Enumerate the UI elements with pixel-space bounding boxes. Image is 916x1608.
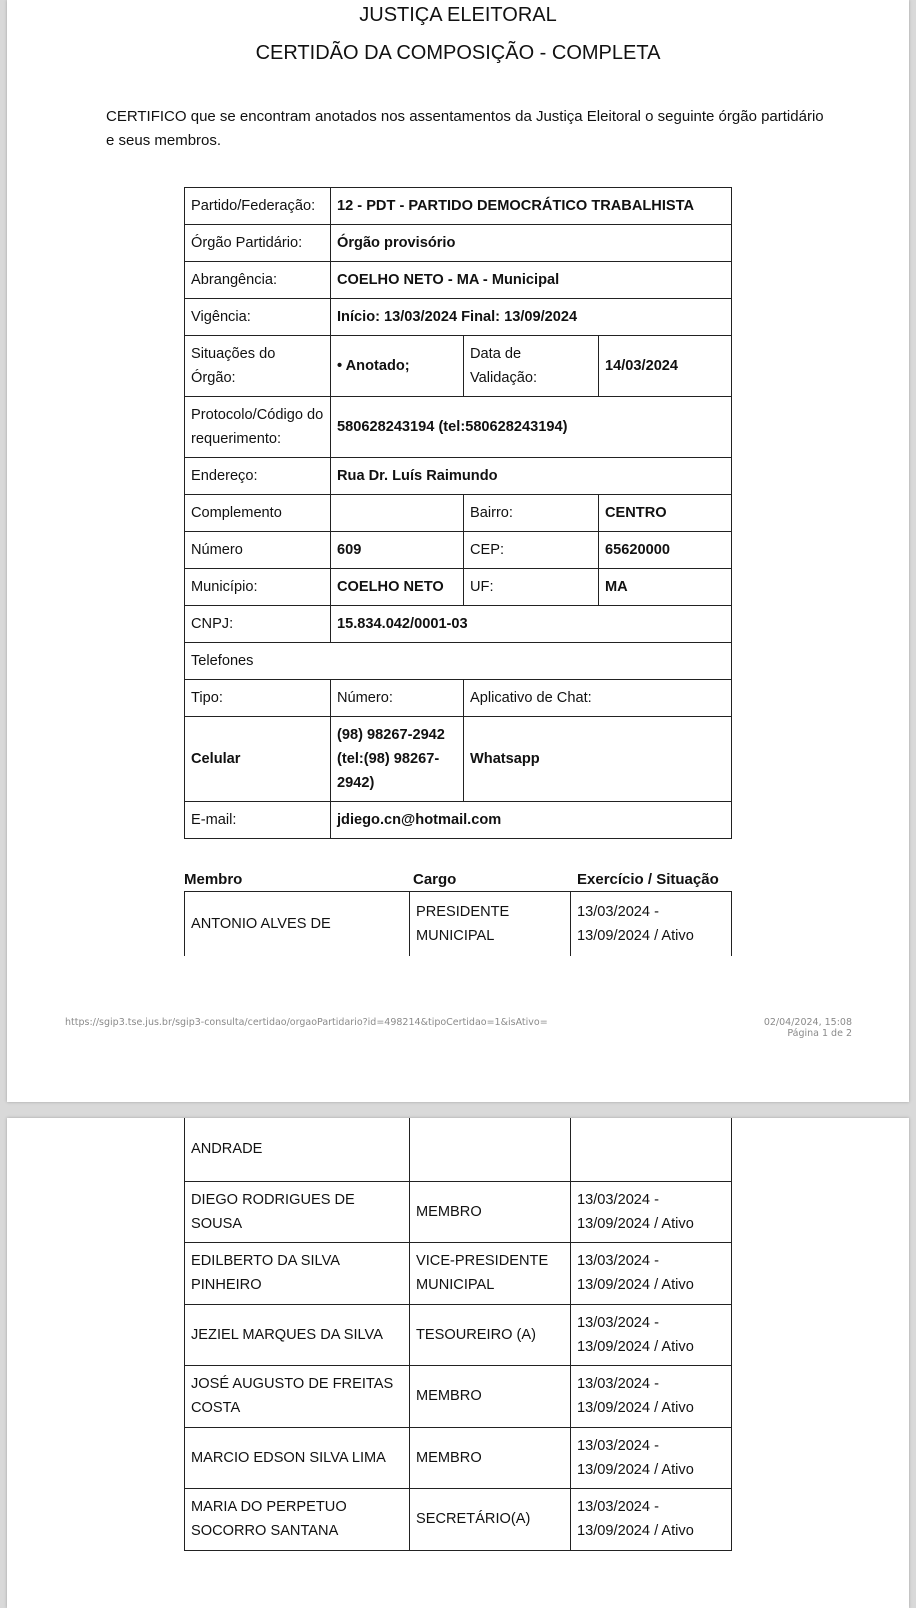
table-row	[185, 892, 732, 956]
member-exercicio: 13/03/2024 - 13/09/2024 / Ativo	[571, 1365, 732, 1427]
member-name: DIEGO RODRIGUES DE SOUSA	[185, 1181, 410, 1242]
member-exercicio: 13/03/2024 - 13/09/2024 / Ativo	[571, 1427, 732, 1488]
municipio-value: COELHO NETO	[331, 569, 464, 606]
cnpj-label: CNPJ:	[185, 606, 331, 643]
table-row	[185, 802, 732, 839]
member-cargo: VICE-PRESIDENTE MUNICIPAL	[410, 1242, 571, 1304]
table-row	[185, 1304, 732, 1365]
protocolo-label: Protocolo/Código do requerimento:	[185, 397, 331, 458]
member-cargo	[410, 1118, 571, 1181]
document-title: JUSTIÇA ELEITORAL	[359, 4, 557, 26]
numero-value: 609	[331, 532, 464, 569]
member-name: JOSÉ AUGUSTO DE FREITAS COSTA	[185, 1365, 410, 1427]
email-value: jdiego.cn@hotmail.com	[331, 802, 732, 839]
table-row	[185, 225, 732, 262]
footer-page: Página 1 de 2	[787, 1028, 852, 1039]
data-validacao-label: Data de Validação:	[464, 336, 599, 397]
member-cargo: MEMBRO	[410, 1181, 571, 1242]
numero-label: Número	[185, 532, 331, 569]
numero-tel-label: Número:	[331, 680, 464, 717]
member-cargo: TESOUREIRO (A)	[410, 1304, 571, 1365]
bairro-label: Bairro:	[464, 495, 599, 532]
orgao-value: Órgão provisório	[331, 225, 732, 262]
member-name: ANTONIO ALVES DE	[185, 892, 410, 956]
member-name: ANDRADE	[185, 1118, 410, 1181]
data-validacao-value: 14/03/2024	[599, 336, 732, 397]
table-row	[185, 606, 732, 643]
document-page-2	[7, 1118, 909, 1608]
table-row	[185, 1118, 732, 1181]
member-exercicio: 13/03/2024 - 13/09/2024 / Ativo	[571, 1304, 732, 1365]
tipo-label: Tipo:	[185, 680, 331, 717]
table-row	[185, 495, 732, 532]
table-row	[185, 1365, 732, 1427]
protocolo-value: 580628243194 (tel:580628243194)	[331, 397, 732, 458]
endereco-value: Rua Dr. Luís Raimundo	[331, 458, 732, 495]
aplicativo-label: Aplicativo de Chat:	[464, 680, 732, 717]
vigencia-label: Vigência:	[185, 299, 331, 336]
party-info-table	[184, 187, 732, 839]
table-row	[185, 1242, 732, 1304]
uf-label: UF:	[464, 569, 599, 606]
table-row	[185, 643, 732, 680]
member-exercicio: 13/03/2024 - 13/09/2024 / Ativo	[571, 1242, 732, 1304]
footer-datetime: 02/04/2024, 15:08	[763, 1017, 852, 1028]
member-exercicio: 13/03/2024 - 13/09/2024 / Ativo	[571, 1181, 732, 1242]
table-row	[185, 397, 732, 458]
abrangencia-label: Abrangência:	[185, 262, 331, 299]
member-cargo: SECRETÁRIO(A)	[410, 1488, 571, 1550]
email-label: E-mail:	[185, 802, 331, 839]
telefones-label: Telefones	[185, 643, 732, 680]
table-row	[185, 336, 732, 397]
abrangencia-value: COELHO NETO - MA - Municipal	[331, 262, 732, 299]
membro-header: Membro	[184, 871, 243, 888]
member-exercicio: 13/03/2024 - 13/09/2024 / Ativo	[571, 1488, 732, 1550]
table-row	[185, 680, 732, 717]
certifico-paragraph: CERTIFICO que se encontram anotados nos assentamentos da Justiça Eleitoral o seguinte órgão partidário e seus membros.	[106, 108, 824, 149]
cep-value: 65620000	[599, 532, 732, 569]
table-row	[185, 1427, 732, 1488]
member-cargo: MEMBRO	[410, 1427, 571, 1488]
member-exercicio: 13/03/2024 - 13/09/2024 / Ativo	[571, 892, 732, 956]
exercicio-header: Exercício / Situação	[577, 871, 719, 888]
table-row	[185, 1488, 732, 1550]
orgao-label: Órgão Partidário:	[185, 225, 331, 262]
member-cargo: PRESIDENTE MUNICIPAL	[410, 892, 571, 956]
endereco-label: Endereço:	[185, 458, 331, 495]
table-row	[185, 262, 732, 299]
members-table-page2	[184, 1118, 732, 1551]
table-row	[185, 1181, 732, 1242]
vigencia-value: Início: 13/03/2024 Final: 13/09/2024	[331, 299, 732, 336]
footer-url: https://sgip3.tse.jus.br/sgip3-consulta/certidao/orgaoPartidario?id=498214&tipoCertidao=1&isAtivo=	[65, 1017, 548, 1028]
bairro-value: CENTRO	[599, 495, 732, 532]
member-name: JEZIEL MARQUES DA SILVA	[185, 1304, 410, 1365]
tel-tipo: Celular	[185, 717, 331, 802]
member-name: MARCIO EDSON SILVA LIMA	[185, 1427, 410, 1488]
tel-numero: (98) 98267-2942 (tel:(98) 98267-2942)	[331, 717, 464, 802]
member-name: EDILBERTO DA SILVA PINHEIRO	[185, 1242, 410, 1304]
table-row	[185, 299, 732, 336]
member-exercicio	[571, 1118, 732, 1181]
document-page-1	[7, 0, 909, 1102]
table-row	[185, 458, 732, 495]
table-row	[185, 532, 732, 569]
tel-app: Whatsapp	[464, 717, 732, 802]
document-subtitle: CERTIDÃO DA COMPOSIÇÃO - COMPLETA	[255, 42, 661, 64]
table-row	[185, 717, 732, 802]
situacoes-value: • Anotado;	[331, 336, 464, 397]
table-row	[185, 188, 732, 225]
partido-label: Partido/Federação:	[185, 188, 331, 225]
member-cargo: MEMBRO	[410, 1365, 571, 1427]
uf-value: MA	[599, 569, 732, 606]
complemento-value	[331, 495, 464, 532]
members-table-page1	[184, 891, 732, 956]
municipio-label: Município:	[185, 569, 331, 606]
table-row	[185, 569, 732, 606]
situacoes-label: Situações do Órgão:	[185, 336, 331, 397]
complemento-label: Complemento	[185, 495, 331, 532]
footer-meta	[764, 1017, 852, 1039]
cargo-header: Cargo	[413, 871, 457, 888]
member-name: MARIA DO PERPETUO SOCORRO SANTANA	[185, 1488, 410, 1550]
cnpj-value: 15.834.042/0001-03	[331, 606, 732, 643]
partido-value: 12 - PDT - PARTIDO DEMOCRÁTICO TRABALHISTA	[331, 188, 732, 225]
cep-label: CEP:	[464, 532, 599, 569]
